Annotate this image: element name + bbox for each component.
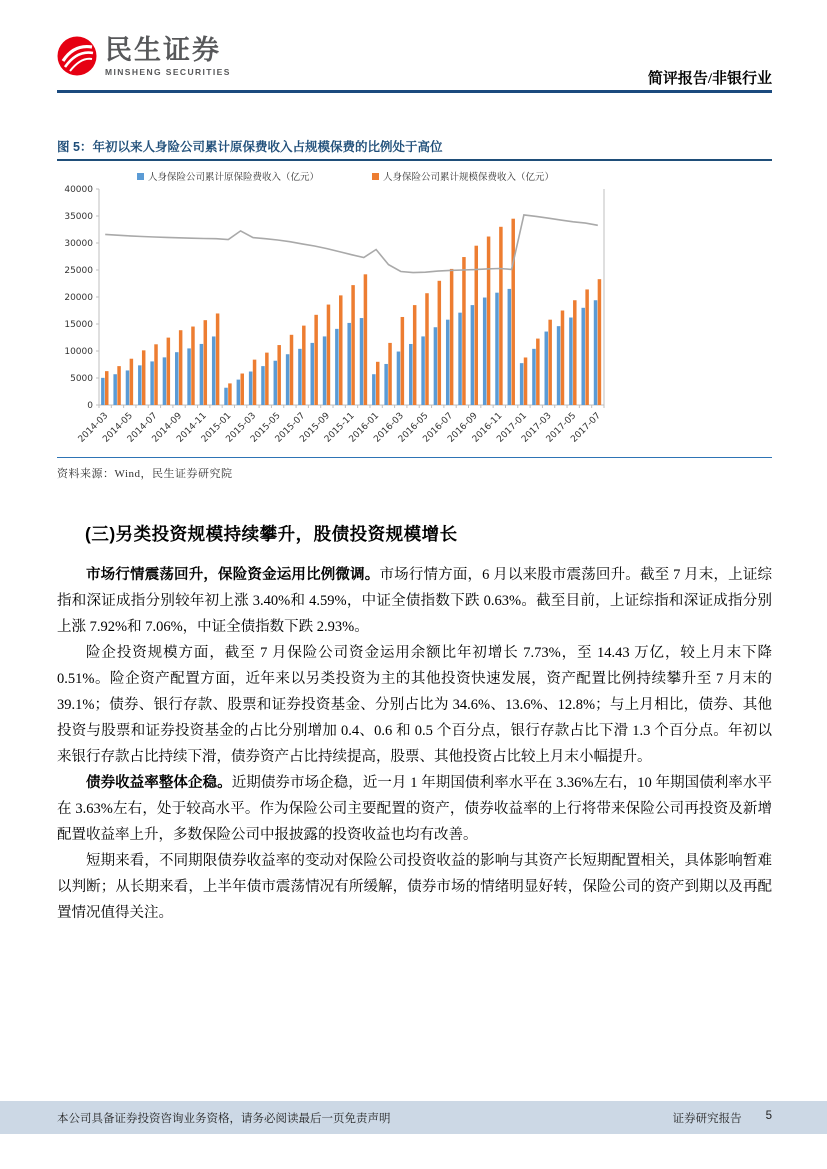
svg-text:5000: 5000 [70, 374, 93, 384]
svg-text:2017-07: 2017-07 [569, 411, 603, 445]
figure-5 [57, 139, 772, 481]
figure-caption [57, 139, 772, 161]
paragraph-lead: 市场行情震荡回升，保险资金运用比例微调。 [86, 567, 380, 583]
svg-text:2016-03: 2016-03 [372, 411, 406, 445]
paragraph-text: 近期债券市场企稳，近一月 1 年期国债利率水平在 3.36%左右，10 年期国债利率水平在 3.63%左右，处于较高水平。作为保险公司主要配置的资产，债券收益率的上行将带来保险公司再投资及新增配置收益率上升，多数保险公司中报披露的投资收益也均有改善。 [57, 775, 772, 843]
svg-text:2014-09: 2014-09 [150, 411, 185, 445]
svg-text:2015-09: 2015-09 [298, 411, 333, 445]
bar-series-0 [101, 289, 597, 405]
paragraph-text: 短期来看，不同期限债券收益率的变动对保险公司投资收益的影响与其资产长短期配置相关，具体影响暂难以判断；从长期来看，上半年债市震荡情况有所缓解，债券市场的情绪明显好转，保险公司的资产到期以及再配置情况值得关注。 [57, 853, 772, 921]
svg-text:10000: 10000 [64, 347, 93, 357]
svg-text:2014-07: 2014-07 [125, 411, 160, 445]
premium-income-chart [57, 163, 617, 453]
y-axis [64, 185, 99, 411]
svg-text:人身保险公司累计规模保费收入（亿元）: 人身保险公司累计规模保费收入（亿元） [383, 172, 555, 183]
footer-right [673, 1110, 772, 1126]
figure-source: 资料来源：Wind，民生证券研究院 [57, 457, 772, 481]
svg-text:2016-07: 2016-07 [421, 411, 456, 445]
svg-text:20000: 20000 [64, 293, 93, 303]
svg-text:2016-11: 2016-11 [470, 411, 505, 445]
page-footer [0, 1101, 827, 1134]
svg-text:人身保险公司累计原保险费收入（亿元）: 人身保险公司累计原保险费收入（亿元） [148, 172, 320, 183]
svg-text:2017-03: 2017-03 [520, 411, 554, 445]
svg-text:35000: 35000 [64, 212, 93, 222]
svg-text:2016-01: 2016-01 [347, 411, 382, 445]
legend-item-0 [137, 171, 319, 183]
logo-text-en: MINSHENG SECURITIES [105, 67, 231, 78]
paragraph [57, 640, 772, 770]
svg-text:0: 0 [87, 401, 93, 411]
footer-report-label: 证券研究报告 [672, 1112, 742, 1125]
svg-text:30000: 30000 [64, 239, 93, 249]
paragraph-text: 市场行情方面，6 月以来股市震荡回升。截至 7 月末，上证综指和深证成指分别较年初上涨 3.40%和 4.59%，中证全债指数下跌 0.63%。截至目前，上证综指和深证成指分别上涨 7.92%和 7.06%，中证全债指数下跌 2.93%。 [57, 567, 773, 635]
figure5-chart [57, 163, 772, 453]
minsheng-logo [57, 36, 231, 77]
svg-text:2014-11: 2014-11 [175, 411, 209, 445]
page-number: 5 [765, 1109, 772, 1122]
x-axis [77, 405, 604, 445]
svg-text:2015-05: 2015-05 [249, 411, 283, 445]
report-body [57, 562, 772, 926]
figure-caption-text: 年初以来人身险公司累计原保费收入占规模保费的比例处于高位 [92, 140, 443, 154]
svg-text:2017-01: 2017-01 [495, 411, 530, 445]
figure-caption-label: 图 5： [57, 140, 93, 154]
paragraph [57, 770, 772, 848]
svg-text:2017-05: 2017-05 [544, 411, 579, 445]
ratio-line [105, 215, 598, 273]
svg-text:2016-05: 2016-05 [396, 411, 431, 445]
paragraph-text: 险企投资规模方面，截至 7 月保险公司资金运用余额比年初增长 7.73%，至 14.43 万亿，较上月末下降 0.51%。险企资产配置方面，近年来以另类投资为主的其他投资快速发展，资产配置比例持续攀升至 7 月末的 39.1%；债券、银行存款、股票和证券投资基金、分别占比为 34.6%、13.6%、12.8%；与上月相比，债券、其他投资与股票和证券投资基金的占比分别增加 0.4、0.6 和 0.5 个百分点，银行存款占比下滑 1.3 个百分点。年初以来银行存款占比持续下滑，债券资产占比持续提高，股票、其他投资占比较上月末小幅提升。 [57, 645, 772, 765]
svg-text:2015-11: 2015-11 [322, 411, 357, 445]
svg-text:2014-05: 2014-05 [101, 411, 135, 445]
svg-text:25000: 25000 [64, 266, 93, 276]
svg-text:2015-07: 2015-07 [273, 411, 308, 445]
header-divider [57, 90, 772, 93]
section-heading: (三)另类投资规模持续攀升，股债投资规模增长 [85, 524, 458, 544]
legend-item-1 [372, 171, 554, 183]
footer-disclaimer: 本公司具备证券投资咨询业务资格，请务必阅读最后一页免责声明 [57, 1112, 391, 1125]
svg-text:2014-03: 2014-03 [76, 411, 111, 445]
minsheng-logo-icon [57, 36, 97, 76]
paragraph-lead: 债券收益率整体企稳。 [86, 775, 232, 791]
logo-text [105, 36, 231, 77]
report-type-label: 简评报告/非银行业 [647, 71, 772, 87]
bar-series-1 [105, 219, 601, 405]
svg-text:2015-01: 2015-01 [199, 411, 234, 445]
paragraph [57, 848, 772, 926]
svg-text:2016-09: 2016-09 [446, 411, 480, 445]
paragraph [57, 562, 772, 640]
logo-text-cn: 民生证券 [105, 35, 221, 65]
svg-text:2015-03: 2015-03 [224, 411, 259, 445]
svg-text:40000: 40000 [64, 185, 93, 195]
svg-text:15000: 15000 [64, 320, 93, 330]
